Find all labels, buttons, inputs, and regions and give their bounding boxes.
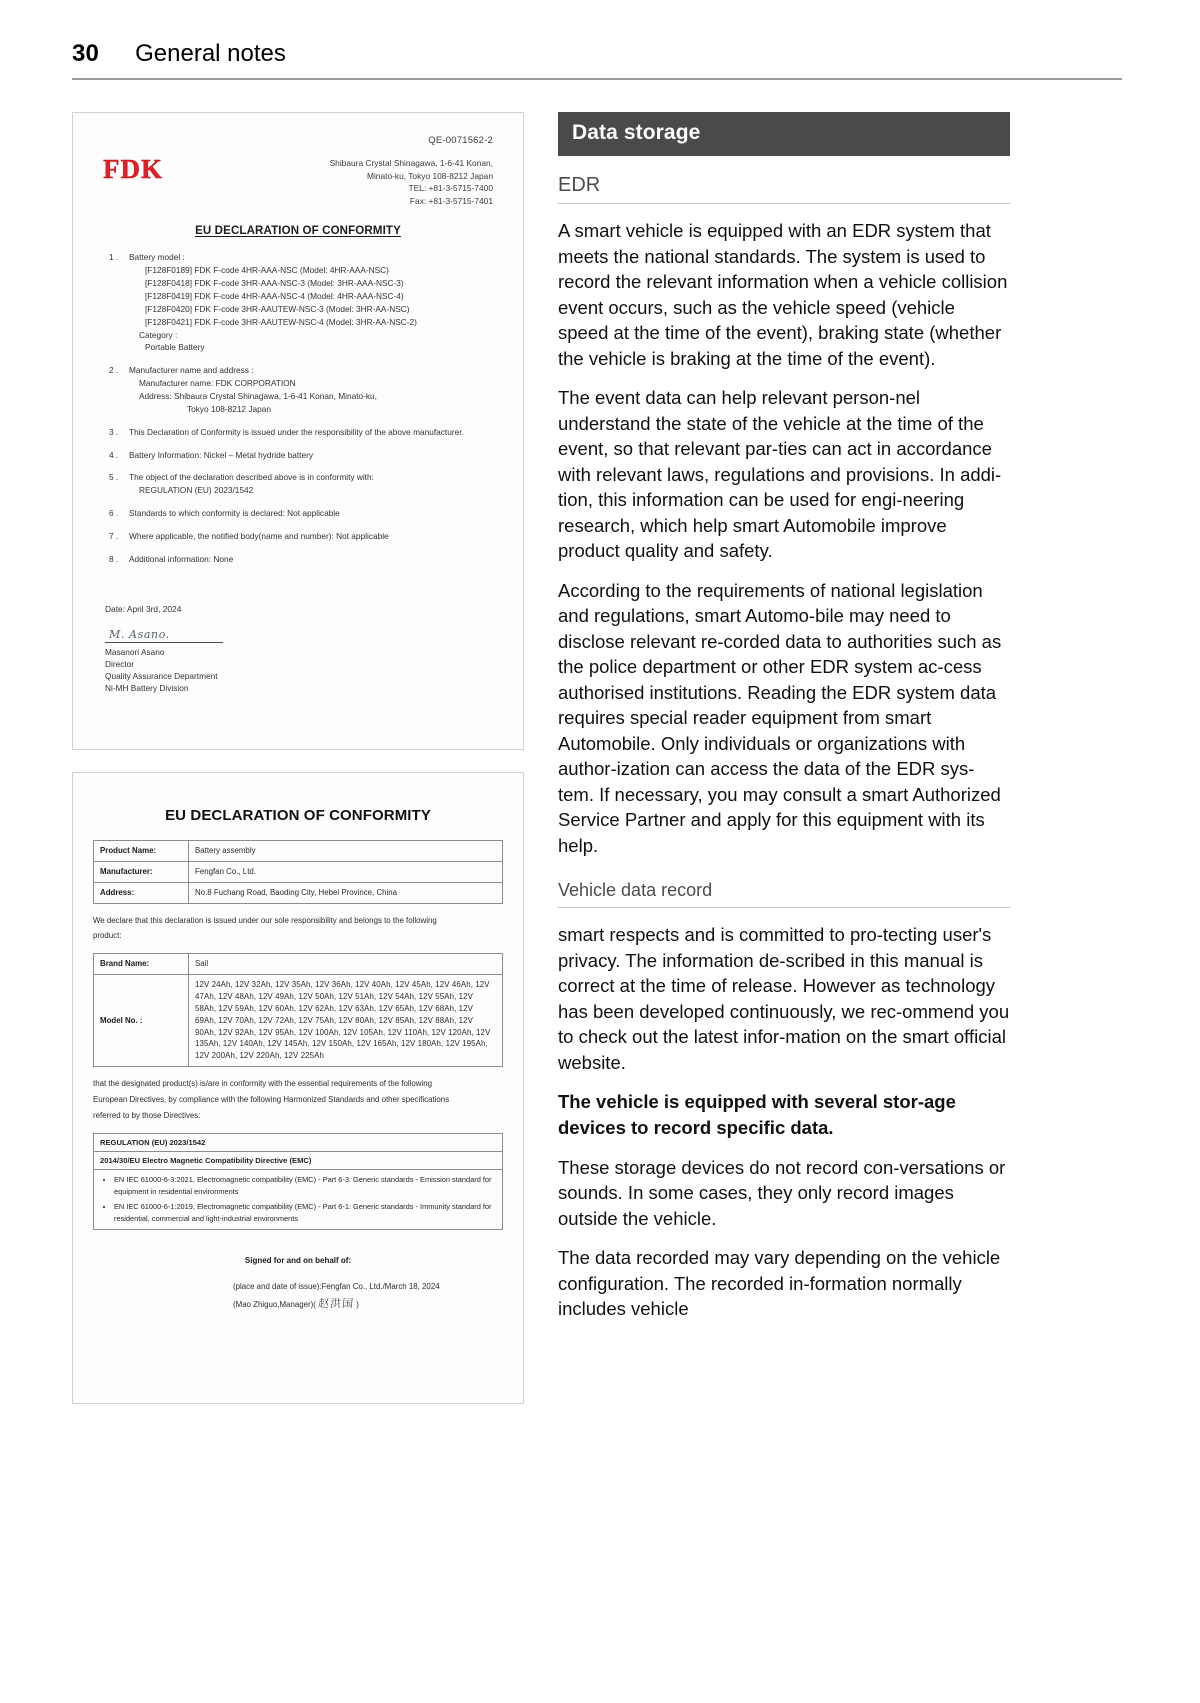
- right-column: [558, 112, 1010, 1322]
- signature-rule: [105, 642, 223, 643]
- fdk-item-2-lead: Manufacturer name and address :: [129, 365, 254, 376]
- fengfan-handwritten-stamp: 赵洪国: [317, 1297, 355, 1311]
- fengfan-product-table: [93, 953, 503, 1067]
- page-header: [72, 40, 1122, 68]
- fdk-item-1: [103, 251, 493, 354]
- fdk-item-3-number: 3 .: [109, 426, 119, 437]
- fdk-model-2: [F128F0418] FDK F-code 3HR-AAA-NSC-3 (Model: 3HR-AAA-NSC-3): [145, 278, 404, 289]
- brand-name-value: Sail: [189, 954, 503, 975]
- fdk-item-7-text: Where applicable, the notified body(name and number): Not applicable: [129, 531, 389, 542]
- fengfan-signer-close: ): [356, 1300, 359, 1310]
- fdk-item-1-body: [129, 251, 493, 354]
- left-column: [72, 112, 524, 1404]
- vdr-paragraph-3: The data recorded may vary depending on the vehicle configuration. The recorded in-formation normally includes vehicle: [558, 1247, 1001, 1320]
- fdk-heading: EU DECLARATION OF CONFORMITY: [195, 225, 401, 238]
- page-columns: [72, 112, 1128, 1404]
- fdk-item-5-lead: The object of the declaration described above is in conformity with:: [129, 472, 374, 483]
- fdk-item-8: [103, 553, 493, 566]
- fengfan-conformity-line-1: that the designated product(s) is/are in conformity with the essential requirements of the following: [93, 1079, 433, 1089]
- address-label: Address:: [94, 882, 189, 903]
- vdr-paragraph-2: These storage devices do not record con-versations or sounds. In some cases, they only record images outside the vehicle.: [558, 1156, 1006, 1229]
- header-divider: [72, 78, 1122, 80]
- emc-directive-row: 2014/30/EU Electro Magnetic Compatibility Directive (EMC): [94, 1151, 503, 1169]
- fdk-item-6-text: Standards to which conformity is declared: Not applicable: [129, 508, 340, 519]
- fengfan-declare-text: [93, 913, 503, 945]
- fengfan-signer-name: (Mao Zhiguo,Manager)(: [233, 1300, 316, 1310]
- fdk-item-4-text: Battery Information: Nickel – Metal hydride battery: [129, 449, 313, 460]
- fdk-address-line-1: Shibaura Crystal Shinagawa, 1-6-41 Konan,: [329, 158, 493, 168]
- fdk-signer-division: Ni-MH Battery Division: [105, 682, 189, 693]
- figure-fengfan-declaration: [72, 772, 524, 1404]
- table-row: [94, 954, 503, 975]
- fdk-item-5-number: 5 .: [109, 472, 119, 483]
- fengfan-regulations-table: [93, 1133, 503, 1231]
- brand-name-label: Brand Name:: [94, 954, 189, 975]
- edr-paragraph-2: The event data can help relevant person-nel understand the state of the vehicle at the time of the event, so that relevant par-ties can act in accordance with relevant laws, regulations and provisions. In addi-tion, this information can be used for engi-neering research, which help smart Automobile improve product quality and safety.: [558, 387, 1002, 562]
- fdk-category-value: Portable Battery: [145, 342, 205, 353]
- fdk-item-2-number: 2 .: [109, 365, 119, 376]
- fengfan-conformity-text: [93, 1076, 503, 1123]
- table-row: [94, 975, 503, 1067]
- standards-list: [100, 1174, 496, 1226]
- fdk-item-6-number: 6 .: [109, 508, 119, 519]
- product-name-label: Product Name:: [94, 841, 189, 862]
- fdk-item-5-body: [129, 471, 493, 497]
- fdk-handwritten-signature: M. Asano.: [109, 627, 170, 641]
- fdk-item-6: [103, 507, 493, 520]
- fdk-item-7: [103, 530, 493, 543]
- fengfan-info-table: [93, 840, 503, 904]
- model-no-value: 12V 24Ah, 12V 32Ah, 12V 35Ah, 12V 36Ah, 12V 40Ah, 12V 45Ah, 12V 46Ah, 12V 47Ah, 12V 48Ah, 12V 49Ah, 12V 50Ah, 12V 51Ah, 12V 54Ah, 12V 55Ah, 12V 58Ah, 12V 59Ah, 12V 60Ah, 12V 62Ah, 12V 63Ah, 12V 65Ah, 12V 68Ah, 12V 69Ah, 12V 70Ah, 12V 72Ah, 12V 75Ah, 12V 80Ah, 12V 85Ah, 12V 88Ah, 12V 90Ah, 12V 92Ah, 12V 95Ah, 12V 100Ah, 12V 105Ah, 12V 110Ah, 12V 120Ah, 12V 135Ah, 12V 140Ah, 12V 145Ah, 12V 150Ah, 12V 165Ah, 12V 180Ah, 12V 195Ah, 12V 200Ah, 12V 220Ah, 12V 225Ah: [189, 975, 503, 1067]
- fdk-signature-block: [105, 628, 493, 694]
- fengfan-signoff-label: Signed for and on behalf of:: [244, 1256, 352, 1266]
- fdk-manufacturer-name: Manufacturer name: FDK CORPORATION: [139, 378, 296, 389]
- fengfan-signer-line: [233, 1294, 503, 1315]
- manufacturer-label: Manufacturer:: [94, 861, 189, 882]
- product-name-value: Battery assembly: [189, 841, 503, 862]
- fdk-address-line-3: TEL: +81-3-5715-7400: [408, 183, 493, 194]
- figure-fdk-declaration: [72, 112, 524, 750]
- fdk-item-7-number: 7 .: [109, 531, 119, 542]
- fdk-manufacturer-address-2: Tokyo 108-8212 Japan: [187, 403, 271, 414]
- fengfan-heading: EU DECLARATION OF CONFORMITY: [165, 807, 431, 824]
- fdk-item-1-lead: Battery model :: [129, 252, 185, 263]
- vehicle-data-record-heading: Vehicle data record: [558, 880, 1010, 908]
- address-value: No.8 Fuchang Road, Baoding City, Hebei Province, China: [189, 882, 503, 903]
- regulation-eu-row: REGULATION (EU) 2023/1542: [94, 1133, 503, 1151]
- model-no-label: Model No. :: [94, 975, 189, 1067]
- fdk-signer-title: Director: [105, 658, 135, 669]
- list-item: • EN IEC 61000-6-3:2021, Electromagnetic compatibility (EMC) - Part 6-3: Generic standards - Emission standard for equipment in residential environments: [114, 1174, 496, 1198]
- edr-paragraph-3: According to the requirements of national legislation and regulations, smart Automo-bile may need to disclose relevant re-corded data to authorities such as the police department or other EDR system ac-cess authorised institutions. Reading the EDR system data requires special reader equipment from smart Automobile. Only individuals or organizations with author-ization can access the data of the EDR sys-tem. If necessary, you may consult a smart Authorized Service Partner and apply for this equipment with its help.: [558, 579, 1002, 856]
- fdk-item-3-text: This Declaration of Conformity is issued under the responsibility of the above manufacturer.: [129, 426, 464, 437]
- edr-paragraph-1: A smart vehicle is equipped with an EDR system that meets the national standards. The system is used to record the relevant information when a vehicle collision event occurs, such as the vehicle speed (vehicle speed at the time of the event), braking state (whether the vehicle is braking at the time of the event).: [558, 220, 1008, 369]
- fdk-manufacturer-address: Address: Shibaura Crystal Shinagawa, 1-6-41 Konan, Minato-ku,: [139, 391, 377, 402]
- fengfan-signature-block: [93, 1279, 503, 1315]
- fdk-document-number: QE-0071562-2: [428, 135, 493, 146]
- vdr-paragraph-1: smart respects and is committed to pro-tecting user's privacy. The information de-scribed in this manual is correct at the time of release. However as technology has been developed continuously, we rec-ommend you to check out the latest infor-mation on the smart official website.: [558, 924, 1010, 1073]
- fdk-signer-name: Masanori Asano: [105, 646, 165, 657]
- fdk-model-3: [F128F0419] FDK F-code 4HR-AAA-NSC-4 (Model: 4HR-AAA-NSC-4): [145, 291, 404, 302]
- fdk-regulation-reference: REGULATION (EU) 2023/1542: [139, 485, 254, 496]
- fdk-item-2: [103, 364, 493, 415]
- manufacturer-value: Fengfan Co., Ltd.: [189, 861, 503, 882]
- fdk-item-1-number: 1 .: [109, 252, 119, 263]
- page-title: General notes: [135, 40, 286, 67]
- table-row: [94, 882, 503, 903]
- data-storage-banner: Data storage: [558, 112, 1010, 156]
- fdk-item-4: [103, 449, 493, 462]
- fdk-category-label: Category :: [139, 329, 178, 340]
- page-number: 30: [72, 40, 100, 67]
- fdk-model-4: [F128F0420] FDK F-code 3HR-AAUTEW-NSC-3 (Model: 3HR-AA-NSC): [145, 303, 410, 314]
- fengfan-place-date: (place and date of issue):Fengfan Co., Ltd./March 18, 2024: [233, 1282, 440, 1292]
- fdk-item-5: [103, 471, 493, 497]
- table-row: [94, 1133, 503, 1151]
- fengfan-declare-line-2: product:: [93, 931, 122, 941]
- list-item: • EN IEC 61000-6-1:2019, Electromagnetic compatibility (EMC) - Part 6-1: Generic standards - Immunity standard for residential, commercial and light-industrial environments: [114, 1201, 496, 1225]
- vdr-bold-paragraph: The vehicle is equipped with several stor-age devices to record specific data.: [558, 1091, 956, 1138]
- fdk-logo: FDK: [103, 154, 163, 184]
- table-row: [94, 1169, 503, 1230]
- fdk-signer-department: Quality Assurance Department: [105, 670, 218, 681]
- table-row: [94, 1151, 503, 1169]
- fdk-model-5: [F128F0421] FDK F-code 3HR-AAUTEW-NSC-4 (Model: 3HR-AA-NSC-2): [145, 316, 417, 327]
- edr-heading: EDR: [558, 174, 1010, 204]
- table-row: [94, 861, 503, 882]
- fdk-item-2-body: [129, 364, 493, 415]
- fdk-date: Date: April 3rd, 2024: [105, 603, 182, 614]
- fengfan-conformity-line-2: European Directives, by compliance with the following Harmonized Standards and other specifications: [93, 1094, 450, 1104]
- fdk-model-1: [F128F0189] FDK F-code 4HR-AAA-NSC (Model: 4HR-AAA-NSC): [145, 265, 389, 276]
- table-row: [94, 841, 503, 862]
- fdk-item-8-text: Additional information: None: [129, 553, 234, 564]
- standards-cell: [94, 1169, 503, 1230]
- fdk-item-4-number: 4 .: [109, 449, 119, 460]
- fdk-item-3: [103, 426, 493, 439]
- fengfan-conformity-line-3: referred to by those Directives:: [93, 1110, 201, 1120]
- fdk-address-line-2: Minato-ku, Tokyo 108-8212 Japan: [366, 170, 493, 181]
- fdk-address-line-4: Fax: +81-3-5715-7401: [409, 195, 493, 206]
- fdk-item-8-number: 8 .: [109, 553, 119, 564]
- fengfan-declare-line-1: We declare that this declaration is issued under our sole responsibility and belongs to the following: [93, 915, 437, 925]
